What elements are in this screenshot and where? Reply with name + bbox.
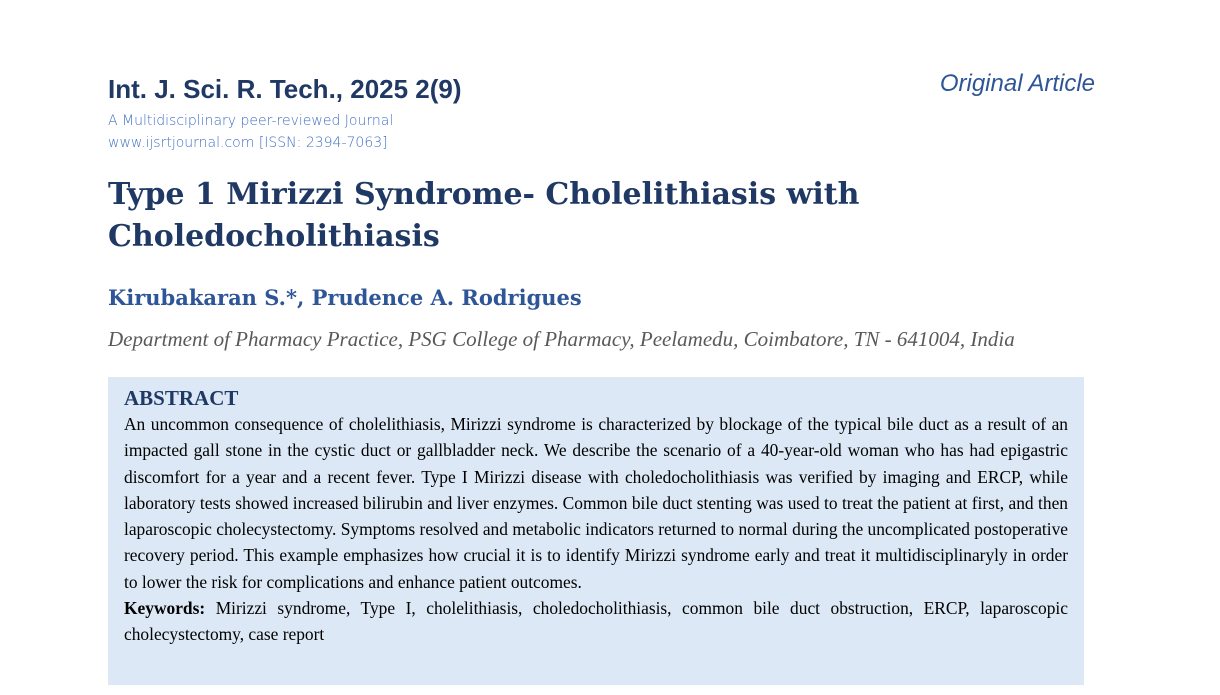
journal-website: www.ijsrtjournal.com [ISSN: 2394-7063] xyxy=(108,135,388,151)
keywords-list: Mirizzi syndrome, Type I, cholelithiasis, choledocholithiasis, common bile duct obstruction, ERCP, laparoscopic cholecystectomy, case report xyxy=(124,598,1068,645)
paper-title: Type 1 Mirizzi Syndrome- Cholelithiasis with Choledocholithiasis xyxy=(108,177,860,254)
journal-tagline: A Multidisciplinary peer-reviewed Journal xyxy=(108,113,394,129)
keywords-line xyxy=(124,595,1068,648)
author-affiliation: Department of Pharmacy Practice, PSG College of Pharmacy, Peelamedu, Coimbatore, TN - 641004, India xyxy=(108,327,1015,351)
abstract-body: An uncommon consequence of cholelithiasis, Mirizzi syndrome is characterized by blockage of the typical bile duct as a result of an impacted gall stone in the cystic duct or gallbladder neck. We describe the scenario of a 40-year-old woman who has had epigastric discomfort for a year and a recent fever. Type I Mirizzi disease with choledocholithiasis was verified by imaging and ERCP, while laboratory tests showed increased bilirubin and liver enzymes. Common bile duct stenting was used to treat the patient at first, and then laparoscopic cholecystectomy. Symptoms resolved and metabolic indicators returned to normal during the uncomplicated postoperative recovery period. This example emphasizes how crucial it is to identify Mirizzi syndrome early and treat it multidisciplinaryly in order to lower the risk for complications and enhance patient outcomes. xyxy=(124,414,1068,592)
article-type-label: Original Article xyxy=(939,70,1095,97)
abstract-heading: ABSTRACT xyxy=(124,386,239,410)
journal-title: Int. J. Sci. R. Tech., 2025 2(9) xyxy=(108,74,462,104)
keywords-label: Keywords: xyxy=(124,598,206,619)
author-list: Kirubakaran S.*, Prudence A. Rodrigues xyxy=(108,285,582,310)
abstract-section xyxy=(108,377,1084,685)
